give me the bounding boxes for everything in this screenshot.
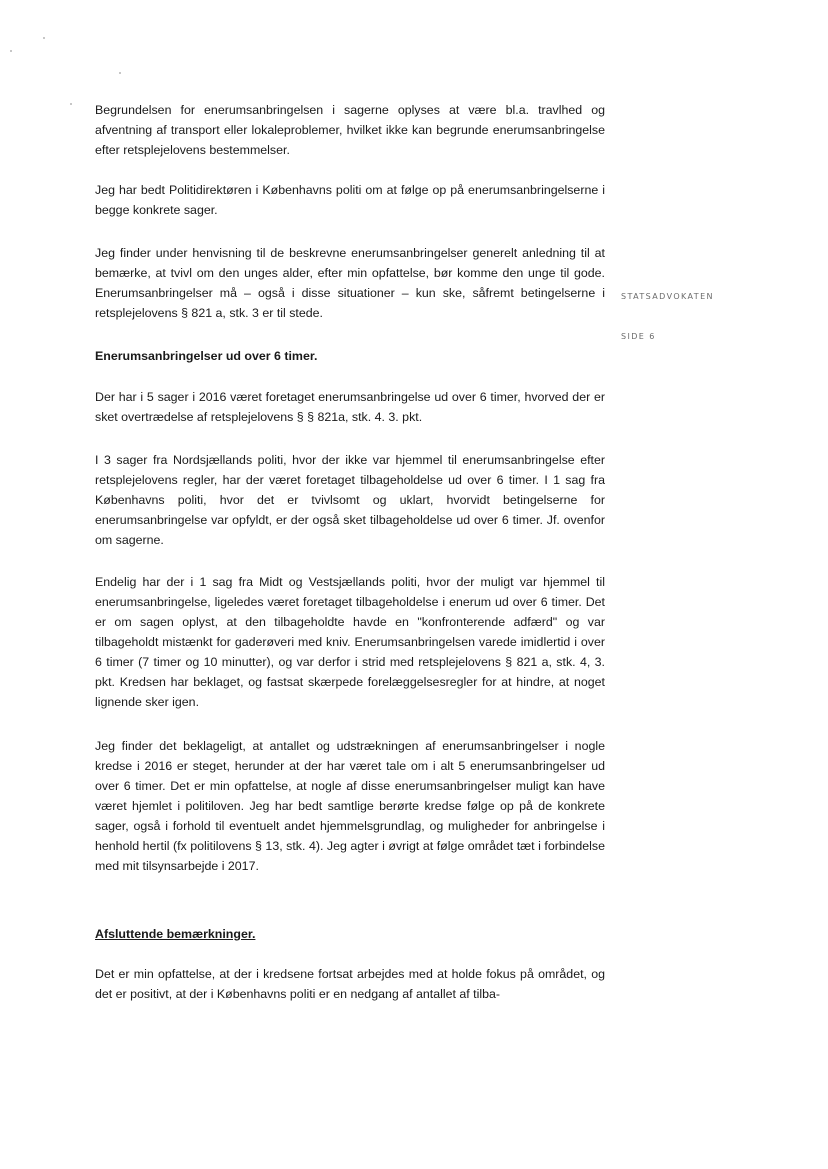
paragraph: Der har i 5 sager i 2016 været foretaget enerumsanbringelse ud over 6 timer, hvorved der er sket overtrædelse af retsplejelovens § § 821a, stk. 4. 3. pkt. [95, 390, 605, 424]
scan-speck [43, 37, 45, 39]
paragraph: Begrundelsen for enerumsanbringelsen i sagerne oplyses at være bl.a. travlhed og afventning af transport eller lokaleproblemer, hvilket ikke kan begrunde enerumsanbringelse efter retsplejelovens bestemmelser. [95, 103, 605, 157]
scan-speck [10, 50, 12, 52]
section-heading: Afsluttende bemærkninger. [95, 927, 256, 941]
scan-speck [119, 72, 121, 74]
sidebar-page-number: SIDE 6 [621, 332, 656, 341]
paragraph: Jeg finder det beklageligt, at antallet og udstrækningen af enerumsanbringelser i nogle kredse i 2016 er steget, herunder at der har været tale om i alt 5 enerumsanbringelser ud over 6 timer. Det er min opfattelse, at nogle af disse enerumsanbringelser muligt kan have været hjemlet i politiloven. Jeg har bedt samtlige berørte kredse følge op på de konkrete sager, også i forhold til eventuelt andet hjemmelsgrundlag, og muligheder for anbringelse i henhold hertil (fx politilovens § 13, stk. 4). Jeg agter i øvrigt at følge området tæt i forbindelse med mit tilsynsarbejde i 2017. [95, 739, 605, 873]
paragraph: Jeg har bedt Politidirektøren i Københavns politi om at følge op på enerumsanbringelserne i begge konkrete sager. [95, 183, 605, 217]
paragraph: Det er min opfattelse, at der i kredsene fortsat arbejdes med at holde fokus på området, og det er positivt, at der i Københavns politi er en nedgang af antallet af tilba- [95, 967, 605, 1001]
scan-speck [70, 103, 72, 105]
paragraph: I 3 sager fra Nordsjællands politi, hvor der ikke var hjemmel til enerumsanbringelse efter retsplejelovens regler, har der været foretaget tilbageholdelse ud over 6 timer. I 1 sag fra Københavns politi, hvor det er tvivlsomt og uklart, hvorvidt betingelserne for enerumsanbringelse var opfyldt, er der også sket tilbageholdelse ud over 6 timer. Jf. ovenfor om sagerne. [95, 453, 605, 547]
sidebar-organization: STATSADVOKATEN [621, 292, 714, 301]
paragraph: Endelig har der i 1 sag fra Midt og Vestsjællands politi, hvor der muligt var hjemmel til enerumsanbringelse, ligeledes været foretaget tilbageholdelse i enerum ud over 6 timer. Det er om sagen oplyst, at den tilbageholdte havde en "konfronterende adfærd" og var tilbageholdt mistænkt for gaderøveri med kniv. Enerumsanbringelsen varede imidlertid i over 6 timer (7 timer og 10 minutter), og var derfor i strid med retsplejelovens § 821 a, stk. 4, 3. pkt. Kredsen har beklaget, og fastsat skærpede forelæggelsesregler for at hindre, at noget lignende sker igen. [95, 575, 605, 709]
section-heading: Enerumsanbringelser ud over 6 timer. [95, 349, 318, 363]
paragraph: Jeg finder under henvisning til de beskrevne enerumsanbringelser generelt anledning til at bemærke, at tvivl om den unges alder, efter min opfattelse, bør komme den unge til gode. Enerumsanbringelser må – også i disse situationer – kun ske, såfremt betingelserne i retsplejelovens § 821 a, stk. 3 er til stede. [95, 246, 605, 320]
